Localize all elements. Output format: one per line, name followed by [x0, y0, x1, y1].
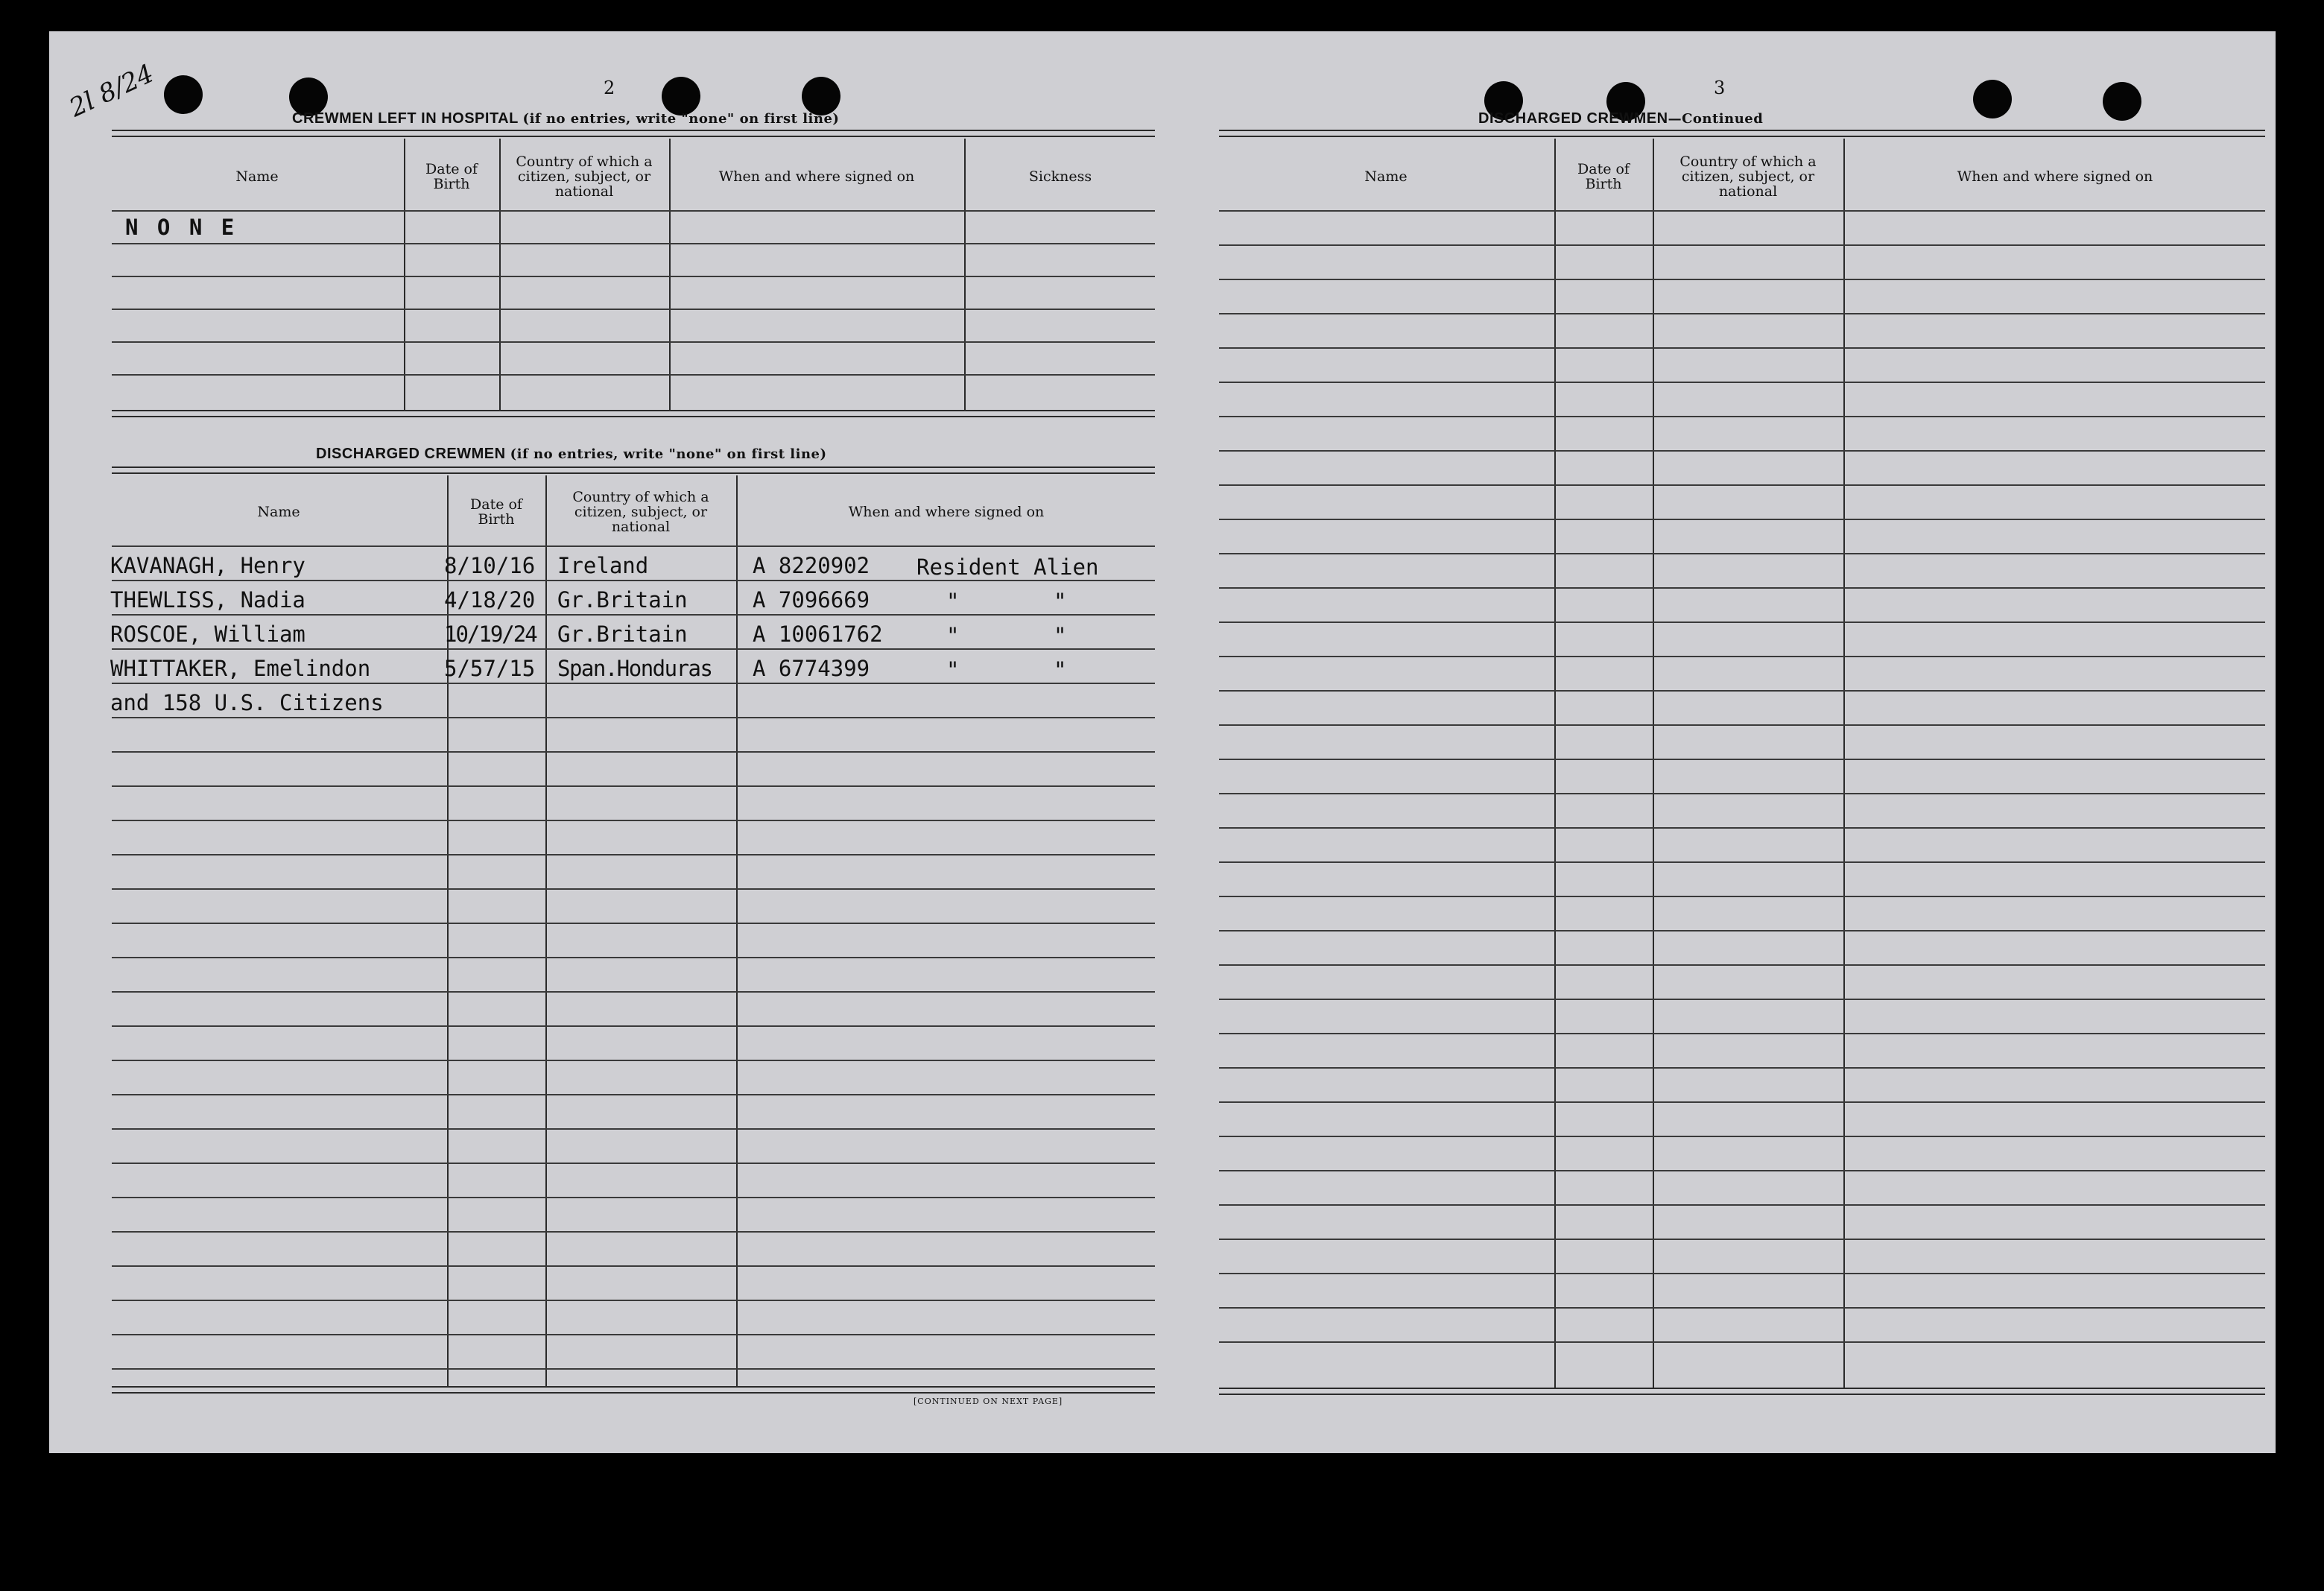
column-header-dob: Date of Birth [470, 496, 522, 528]
row-rule [112, 1094, 1155, 1095]
row-rule [112, 888, 1155, 890]
column-header-name: Name [257, 504, 300, 520]
column-divider [545, 475, 547, 1388]
column-divider [1554, 139, 1556, 1389]
row-rule [112, 991, 1155, 993]
row-rule [112, 923, 1155, 924]
discharged-continued-title: DISCHARGED CREWMEN—Continued [1478, 110, 1764, 127]
row-rule [112, 717, 1155, 718]
row-rule [1219, 279, 2265, 280]
crew-country: Gr.Britain [557, 587, 688, 613]
row-rule [1219, 484, 2265, 486]
row-rule [1219, 1067, 2265, 1069]
crew-country: Gr.Britain [557, 621, 688, 647]
row-rule [112, 854, 1155, 855]
row-rule [1219, 1273, 2265, 1274]
row-rule [1219, 519, 2265, 520]
column-header-name: Name [1364, 168, 1408, 185]
crew-dob: 8/10/16 [444, 553, 536, 578]
page-number: 2 [604, 78, 615, 98]
double-rule [112, 130, 1155, 137]
column-header-signed: When and where signed on [1957, 168, 2153, 185]
double-rule [1219, 130, 2265, 137]
hospital-first-entry: N O N E [125, 215, 238, 240]
crew-signed: A 8220902 [753, 553, 870, 578]
punch-hole [164, 75, 203, 114]
row-rule [112, 1265, 1155, 1267]
column-header-country: Country of which a citizen, subject, or national [516, 154, 653, 200]
row-rule [112, 1128, 1155, 1130]
row-rule [112, 785, 1155, 787]
row-rule [112, 751, 1155, 753]
column-header-country: Country of which a citizen, subject, or national [572, 489, 709, 535]
ditto-mark: " [946, 589, 960, 614]
row-rule [1219, 347, 2265, 349]
row-rule [112, 374, 1155, 376]
row-rule [1219, 1170, 2265, 1171]
row-rule [1219, 382, 2265, 383]
row-rule [1219, 793, 2265, 794]
row-rule [1219, 1136, 2265, 1137]
row-rule [112, 276, 1155, 277]
row-rule [1219, 964, 2265, 966]
hospital-section-title: CREWMEN LEFT IN HOSPITAL (if no entries, write "none" on first line) [292, 110, 840, 127]
discharged-section-title: DISCHARGED CREWMEN (if no entries, write "none" on first line) [316, 446, 827, 462]
row-rule [1219, 553, 2265, 554]
crew-signed: A 10061762 [753, 621, 883, 647]
row-rule [112, 1300, 1155, 1301]
row-rule [112, 1060, 1155, 1061]
page-number: 3 [1714, 78, 1726, 98]
row-rule [1219, 587, 2265, 589]
double-rule [112, 466, 1155, 474]
row-rule [112, 957, 1155, 958]
row-rule [112, 648, 1155, 650]
punch-hole [2103, 82, 2141, 121]
column-header-signed: When and where signed on [718, 168, 915, 185]
crew-country: Ireland [557, 553, 649, 578]
crew-signed: A 7096669 [753, 587, 870, 613]
row-rule [1219, 690, 2265, 692]
ditto-mark: " [946, 623, 960, 648]
crew-name: THEWLISS, Nadia [110, 587, 305, 613]
row-rule [112, 545, 1155, 547]
column-header-name: Name [235, 168, 279, 185]
row-rule [112, 1163, 1155, 1164]
ditto-mark: " [946, 657, 960, 683]
column-divider [736, 475, 738, 1388]
continued-note: [CONTINUED ON NEXT PAGE] [914, 1397, 1063, 1406]
double-rule [1219, 1388, 2265, 1395]
row-rule [1219, 1307, 2265, 1309]
row-rule [1219, 759, 2265, 760]
row-rule [112, 1368, 1155, 1370]
row-rule [112, 820, 1155, 821]
row-rule [112, 580, 1155, 581]
crew-name: KAVANAGH, Henry [110, 553, 305, 578]
crew-summary: and 158 U.S. Citizens [110, 690, 384, 715]
column-header-sickness: Sickness [1028, 168, 1092, 185]
row-rule [1219, 1033, 2265, 1034]
row-rule [1219, 1239, 2265, 1240]
column-header-dob: Date of Birth [1577, 161, 1630, 192]
row-rule [112, 614, 1155, 616]
column-divider [1843, 139, 1845, 1389]
row-rule [112, 243, 1155, 244]
double-rule [112, 410, 1155, 417]
row-rule [1219, 1204, 2265, 1206]
row-rule [1219, 450, 2265, 452]
row-rule [112, 1025, 1155, 1027]
row-rule [1219, 621, 2265, 623]
row-rule [1219, 416, 2265, 417]
row-rule [1219, 1341, 2265, 1343]
row-rule [1219, 244, 2265, 246]
row-rule [1219, 656, 2265, 657]
row-rule [1219, 930, 2265, 931]
crew-name: WHITTAKER, Emelindon [110, 656, 371, 681]
crew-name: ROSCOE, William [110, 621, 305, 647]
column-divider [1653, 139, 1654, 1389]
row-rule [1219, 210, 2265, 212]
crew-dob: 10/19/24 [444, 621, 536, 647]
crew-status: Resident Alien [916, 554, 1099, 580]
row-rule [1219, 896, 2265, 897]
row-rule [112, 1334, 1155, 1335]
row-rule [112, 341, 1155, 343]
ditto-mark: " [1054, 589, 1067, 614]
crew-dob: 5/57/15 [444, 656, 536, 681]
row-rule [112, 210, 1155, 212]
crew-country: Span.Honduras [557, 656, 712, 681]
row-rule [1219, 724, 2265, 726]
double-rule [112, 1386, 1155, 1394]
document-sheet [49, 31, 2276, 1453]
column-header-country: Country of which a citizen, subject, or national [1679, 154, 1817, 200]
punch-hole [1973, 80, 2012, 118]
row-rule [112, 309, 1155, 310]
row-rule [1219, 313, 2265, 314]
crew-signed: A 6774399 [753, 656, 870, 681]
column-header-signed: When and where signed on [848, 504, 1045, 520]
row-rule [1219, 1101, 2265, 1103]
ditto-mark: " [1054, 623, 1067, 648]
column-header-dob: Date of Birth [425, 161, 478, 192]
row-rule [112, 683, 1155, 684]
row-rule [112, 1197, 1155, 1198]
ditto-mark: " [1054, 657, 1067, 683]
margin-note: 2l 8/24 [65, 58, 159, 124]
row-rule [1219, 861, 2265, 863]
crew-dob: 4/18/20 [444, 587, 536, 613]
row-rule [1219, 827, 2265, 829]
row-rule [1219, 999, 2265, 1000]
row-rule [112, 1231, 1155, 1233]
